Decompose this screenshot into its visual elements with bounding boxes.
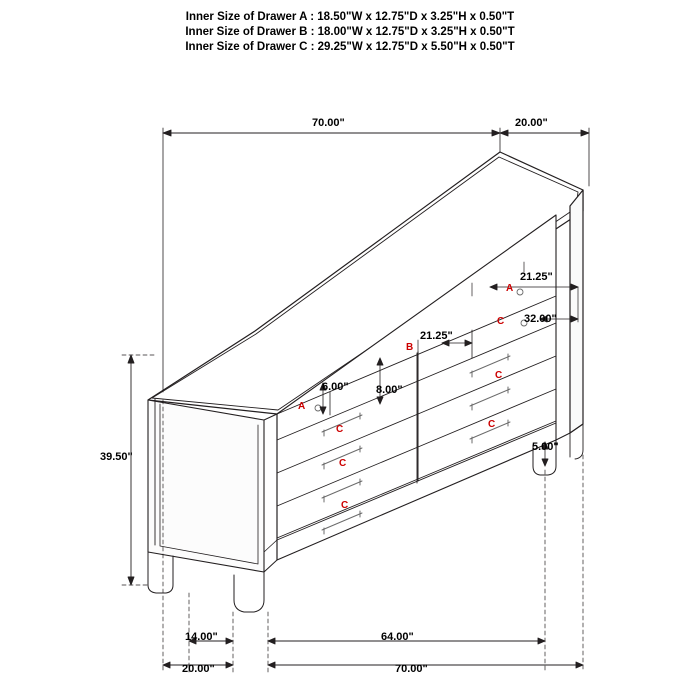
drawer-marker-c-left-2: C [339, 458, 347, 469]
drawer-marker-c-right-2: C [488, 419, 496, 430]
dim-drawer-a-width-top: 21.25" [520, 271, 553, 283]
drawer-marker-c-top: C [497, 316, 505, 327]
dim-drawer-small-height: 6.00" [322, 381, 349, 393]
spec-line-c: Inner Size of Drawer C : 29.25"W x 12.75"D x 5.50"H x 0.50"T [185, 41, 515, 53]
drawer-marker-b: B [406, 342, 414, 353]
dim-base-inner-width: 64.00" [381, 631, 414, 643]
dim-base-depth: 20.00" [182, 663, 215, 675]
spec-line-a: Inner Size of Drawer A : 18.50"W x 12.75"D x 3.25"H x 0.50"T [185, 11, 515, 23]
dim-top-depth: 20.00" [515, 117, 548, 129]
drawer-marker-c-left-1: C [336, 424, 344, 435]
spec-line-b: Inner Size of Drawer B : 18.00"W x 12.75"D x 3.25"H x 0.50"T [185, 26, 515, 38]
drawer-marker-a-top: A [506, 283, 514, 294]
dim-leg-clearance: 5.00" [532, 441, 559, 453]
drawer-marker-a-left: A [298, 401, 306, 412]
dim-drawer-b-width: 21.25" [420, 330, 453, 342]
dim-drawer-c-width-top: 32.00" [524, 313, 557, 325]
drawer-marker-c-left-3: C [341, 500, 349, 511]
dim-base-width: 70.00" [395, 663, 428, 675]
dim-overall-height: 39.50" [100, 451, 133, 463]
dim-drawer-b-height: 8.00" [376, 384, 403, 396]
drawer-marker-c-right-1: C [495, 370, 503, 381]
dim-top-width: 70.00" [312, 117, 345, 129]
dim-side-depth: 14.00" [185, 631, 218, 643]
